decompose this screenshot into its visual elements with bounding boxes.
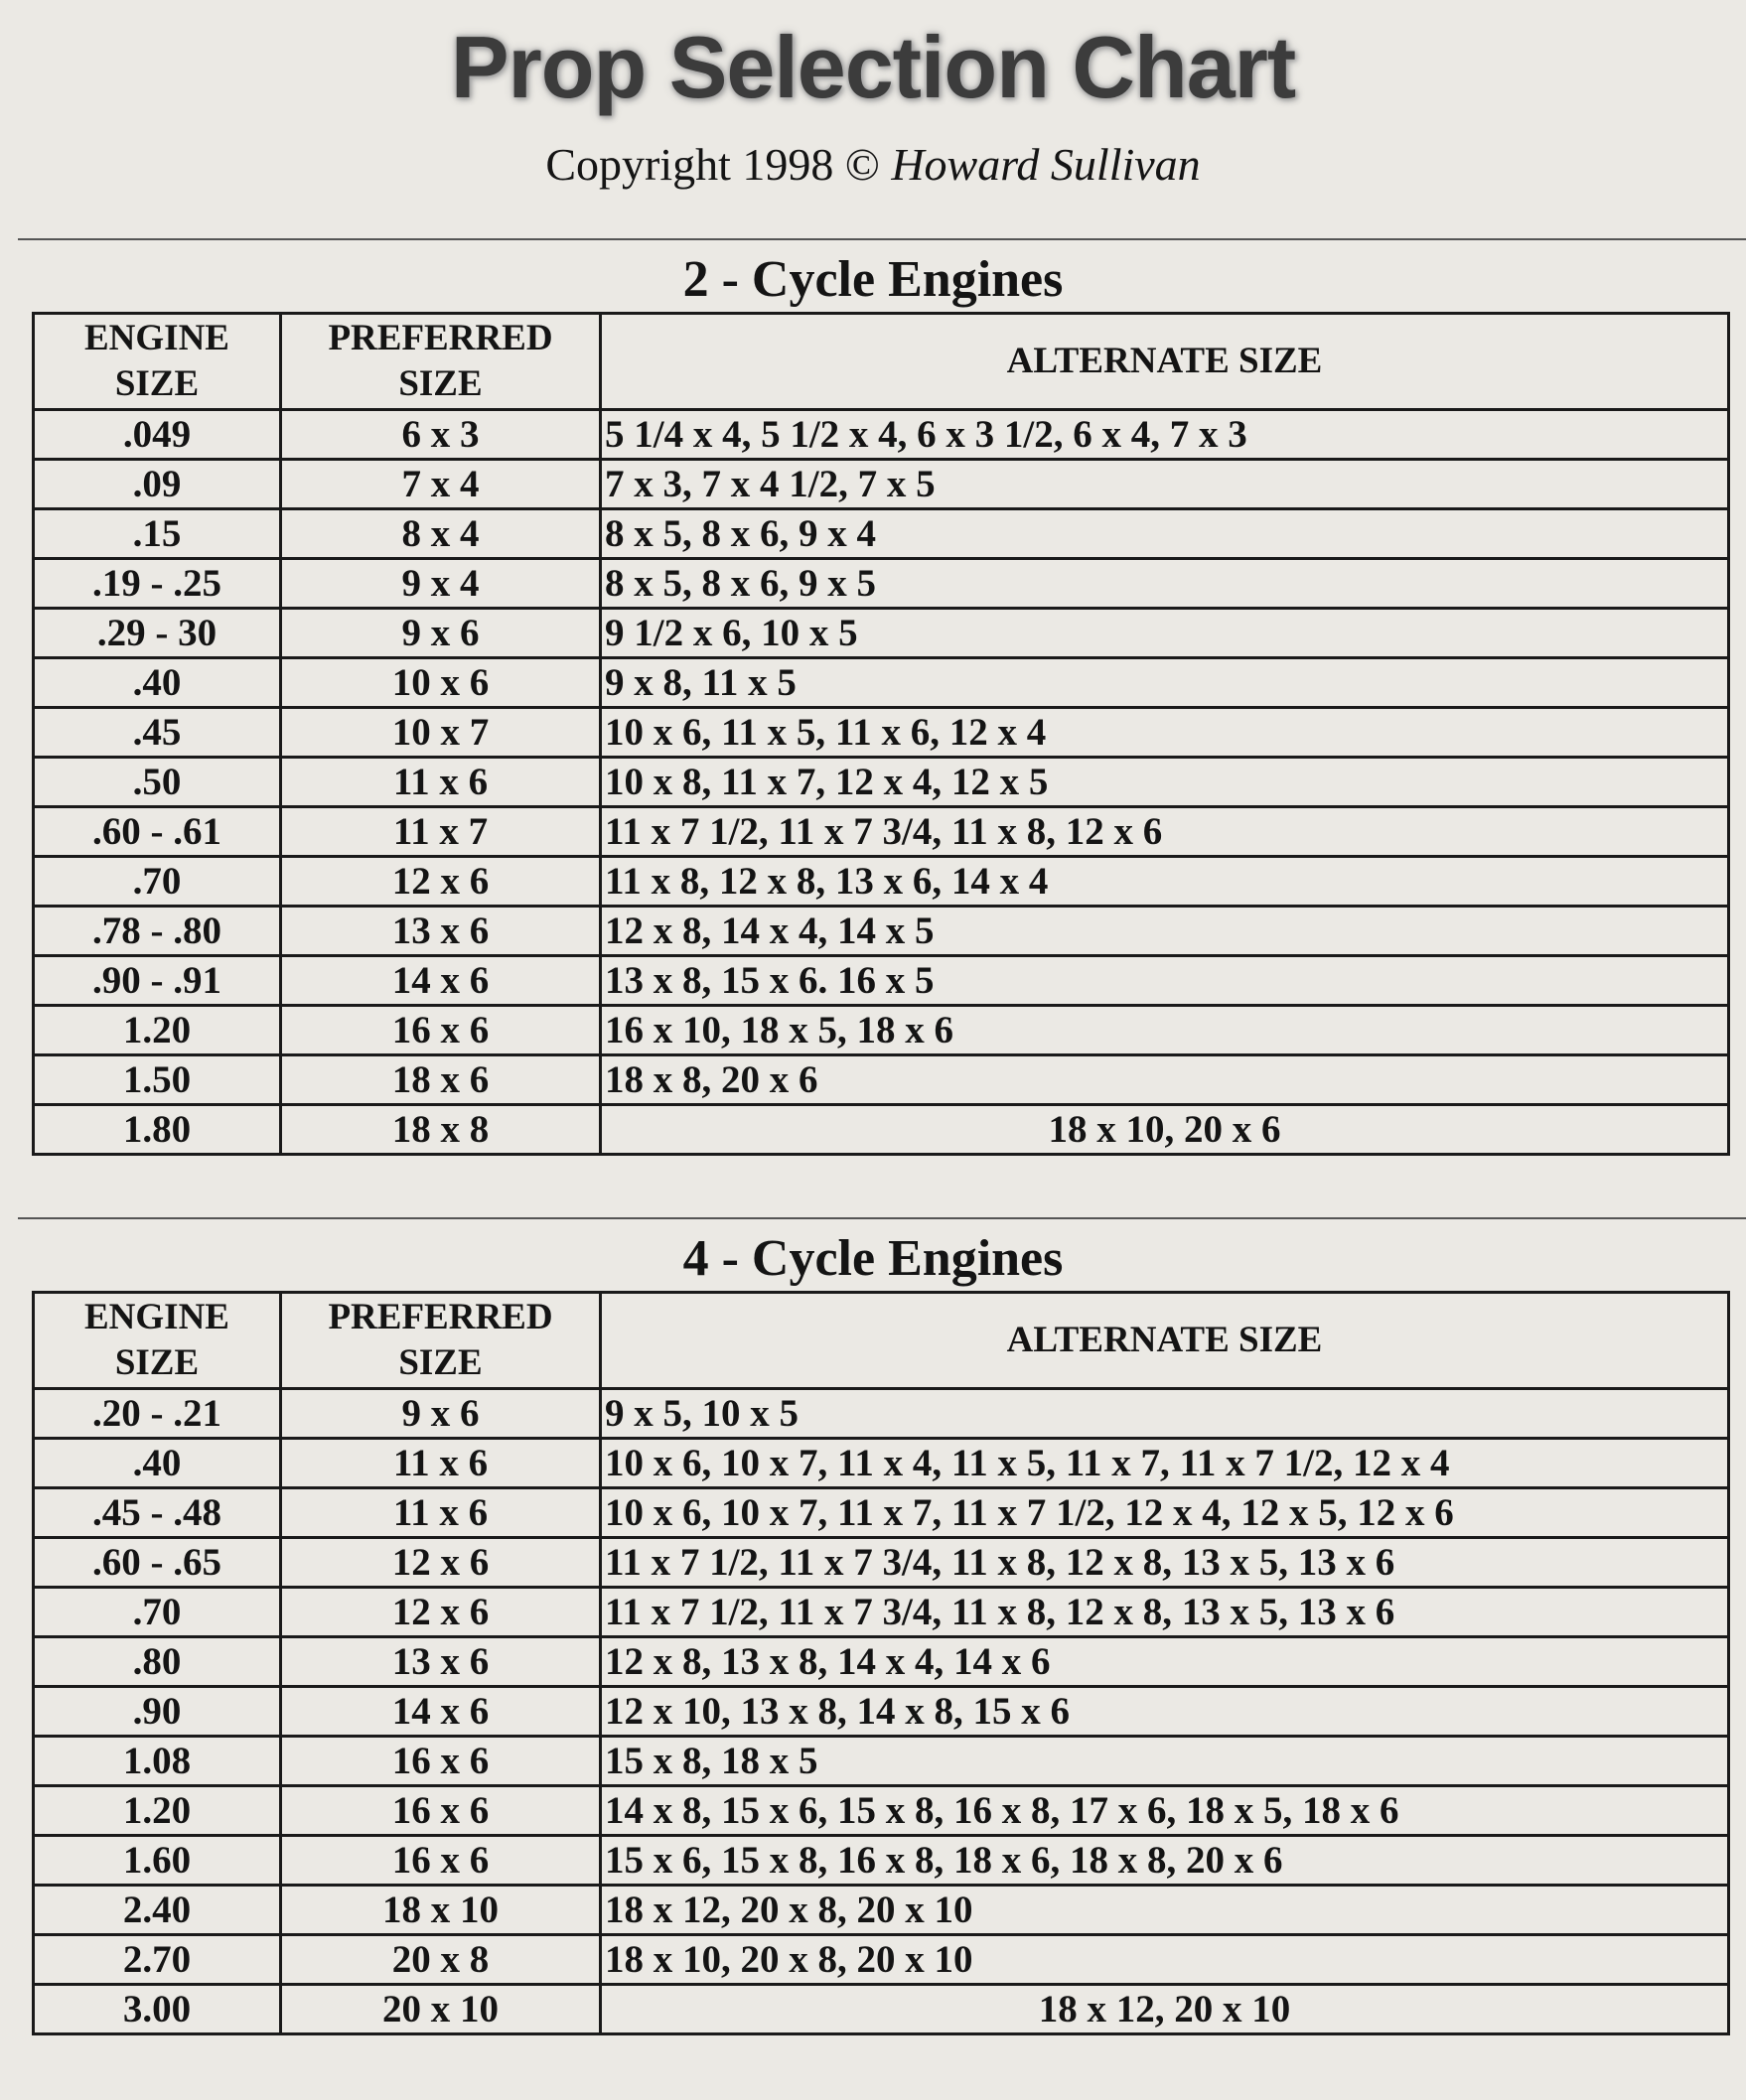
engine-size-cell: .40 bbox=[34, 1439, 281, 1488]
preferred-size-cell: 8 x 4 bbox=[281, 509, 601, 559]
preferred-size-cell: 16 x 6 bbox=[281, 1006, 601, 1055]
engine-size-cell: .60 - .65 bbox=[34, 1538, 281, 1588]
column-header-engine-size: ENGINE SIZE bbox=[34, 314, 281, 410]
engine-size-cell: 1.80 bbox=[34, 1105, 281, 1155]
engine-size-cell: 2.70 bbox=[34, 1935, 281, 1985]
alternate-size-cell: 15 x 6, 15 x 8, 16 x 8, 18 x 6, 18 x 8, 20 x 6 bbox=[601, 1836, 1729, 1886]
alternate-size-cell: 10 x 6, 10 x 7, 11 x 7, 11 x 7 1/2, 12 x 4, 12 x 5, 12 x 6 bbox=[601, 1488, 1729, 1538]
two-cycle-title: 2 - Cycle Engines bbox=[682, 251, 1064, 308]
column-header-alternate-size: ALTERNATE SIZE bbox=[601, 314, 1729, 410]
preferred-size-cell: 16 x 6 bbox=[281, 1836, 601, 1886]
author-name: Howard Sullivan bbox=[891, 139, 1201, 190]
table-row bbox=[34, 1055, 1729, 1105]
table-row bbox=[34, 609, 1729, 658]
alternate-size-cell: 14 x 8, 15 x 6, 15 x 8, 16 x 8, 17 x 6, 18 x 5, 18 x 6 bbox=[601, 1786, 1729, 1836]
preferred-size-cell: 11 x 6 bbox=[281, 1488, 601, 1538]
divider bbox=[18, 1217, 1746, 1219]
preferred-size-cell: 9 x 4 bbox=[281, 559, 601, 609]
preferred-size-cell: 9 x 6 bbox=[281, 1389, 601, 1439]
engine-size-cell: .45 - .48 bbox=[34, 1488, 281, 1538]
table-row bbox=[34, 509, 1729, 559]
table-row bbox=[34, 1538, 1729, 1588]
preferred-size-cell: 12 x 6 bbox=[281, 1538, 601, 1588]
alternate-size-cell: 12 x 8, 14 x 4, 14 x 5 bbox=[601, 907, 1729, 956]
engine-size-cell: .70 bbox=[34, 1588, 281, 1637]
preferred-size-cell: 16 x 6 bbox=[281, 1786, 601, 1836]
engine-size-cell: .80 bbox=[34, 1637, 281, 1687]
preferred-size-cell: 13 x 6 bbox=[281, 907, 601, 956]
engine-size-cell: .40 bbox=[34, 658, 281, 708]
table-row bbox=[34, 1985, 1729, 2034]
table-row bbox=[34, 807, 1729, 857]
divider bbox=[18, 238, 1746, 240]
alternate-size-cell: 18 x 10, 20 x 6 bbox=[601, 1105, 1729, 1155]
copyright-line bbox=[0, 137, 1746, 193]
alternate-size-cell: 9 x 8, 11 x 5 bbox=[601, 658, 1729, 708]
preferred-size-cell: 10 x 7 bbox=[281, 708, 601, 758]
engine-size-cell: .45 bbox=[34, 708, 281, 758]
preferred-size-cell: 20 x 10 bbox=[281, 1985, 601, 2034]
engine-size-cell: 1.08 bbox=[34, 1737, 281, 1786]
engine-size-cell: 2.40 bbox=[34, 1886, 281, 1935]
engine-size-cell: 1.60 bbox=[34, 1836, 281, 1886]
alternate-size-cell: 8 x 5, 8 x 6, 9 x 5 bbox=[601, 559, 1729, 609]
table-row bbox=[34, 658, 1729, 708]
table-row bbox=[34, 907, 1729, 956]
table-row bbox=[34, 708, 1729, 758]
engine-size-cell: .049 bbox=[34, 410, 281, 460]
engine-size-cell: 1.50 bbox=[34, 1055, 281, 1105]
engine-size-cell: .29 - 30 bbox=[34, 609, 281, 658]
engine-size-cell: 3.00 bbox=[34, 1985, 281, 2034]
preferred-size-cell: 16 x 6 bbox=[281, 1737, 601, 1786]
preferred-size-cell: 18 x 8 bbox=[281, 1105, 601, 1155]
engine-size-cell: .15 bbox=[34, 509, 281, 559]
alternate-size-cell: 9 x 5, 10 x 5 bbox=[601, 1389, 1729, 1439]
preferred-size-cell: 18 x 10 bbox=[281, 1886, 601, 1935]
preferred-size-cell: 12 x 6 bbox=[281, 857, 601, 907]
alternate-size-cell: 10 x 8, 11 x 7, 12 x 4, 12 x 5 bbox=[601, 758, 1729, 807]
two-cycle-rows bbox=[34, 410, 1729, 1155]
preferred-size-cell: 6 x 3 bbox=[281, 410, 601, 460]
alternate-size-cell: 18 x 8, 20 x 6 bbox=[601, 1055, 1729, 1105]
table-row bbox=[34, 1588, 1729, 1637]
four-cycle-rows bbox=[34, 1389, 1729, 2034]
alternate-size-cell: 7 x 3, 7 x 4 1/2, 7 x 5 bbox=[601, 460, 1729, 509]
column-header-alternate-size: ALTERNATE SIZE bbox=[601, 1293, 1729, 1389]
alternate-size-cell: 10 x 6, 11 x 5, 11 x 6, 12 x 4 bbox=[601, 708, 1729, 758]
alternate-size-cell: 8 x 5, 8 x 6, 9 x 4 bbox=[601, 509, 1729, 559]
alternate-size-cell: 9 1/2 x 6, 10 x 5 bbox=[601, 609, 1729, 658]
preferred-size-cell: 10 x 6 bbox=[281, 658, 601, 708]
table-row bbox=[34, 1886, 1729, 1935]
table-row bbox=[34, 1836, 1729, 1886]
table-row bbox=[34, 956, 1729, 1006]
table-row bbox=[34, 460, 1729, 509]
table-header-row bbox=[34, 1293, 1729, 1389]
alternate-size-cell: 18 x 12, 20 x 10 bbox=[601, 1985, 1729, 2034]
engine-size-cell: .90 bbox=[34, 1687, 281, 1737]
engine-size-cell: .78 - .80 bbox=[34, 907, 281, 956]
table-row bbox=[34, 410, 1729, 460]
alternate-size-cell: 10 x 6, 10 x 7, 11 x 4, 11 x 5, 11 x 7, 11 x 7 1/2, 12 x 4 bbox=[601, 1439, 1729, 1488]
alternate-size-cell: 5 1/4 x 4, 5 1/2 x 4, 6 x 3 1/2, 6 x 4, 7 x 3 bbox=[601, 410, 1729, 460]
table-row bbox=[34, 1786, 1729, 1836]
table-row bbox=[34, 1439, 1729, 1488]
engine-size-cell: 1.20 bbox=[34, 1786, 281, 1836]
engine-size-cell: 1.20 bbox=[34, 1006, 281, 1055]
table-row bbox=[34, 1935, 1729, 1985]
engine-size-cell: .60 - .61 bbox=[34, 807, 281, 857]
alternate-size-cell: 13 x 8, 15 x 6. 16 x 5 bbox=[601, 956, 1729, 1006]
column-header-engine-size: ENGINE SIZE bbox=[34, 1293, 281, 1389]
four-cycle-table bbox=[32, 1291, 1730, 2035]
preferred-size-cell: 9 x 6 bbox=[281, 609, 601, 658]
engine-size-cell: .20 - .21 bbox=[34, 1389, 281, 1439]
table-row bbox=[34, 1488, 1729, 1538]
alternate-size-cell: 15 x 8, 18 x 5 bbox=[601, 1737, 1729, 1786]
two-cycle-table bbox=[32, 312, 1730, 1156]
engine-size-cell: .50 bbox=[34, 758, 281, 807]
engine-size-cell: .19 - .25 bbox=[34, 559, 281, 609]
table-row bbox=[34, 1687, 1729, 1737]
preferred-size-cell: 18 x 6 bbox=[281, 1055, 601, 1105]
table-row bbox=[34, 1637, 1729, 1687]
column-header-preferred-size: PREFERRED SIZE bbox=[281, 314, 601, 410]
preferred-size-cell: 11 x 6 bbox=[281, 758, 601, 807]
alternate-size-cell: 11 x 7 1/2, 11 x 7 3/4, 11 x 8, 12 x 6 bbox=[601, 807, 1729, 857]
four-cycle-title: 4 - Cycle Engines bbox=[682, 1230, 1064, 1287]
engine-size-cell: .90 - .91 bbox=[34, 956, 281, 1006]
alternate-size-cell: 12 x 10, 13 x 8, 14 x 8, 15 x 6 bbox=[601, 1687, 1729, 1737]
column-header-preferred-size: PREFERRED SIZE bbox=[281, 1293, 601, 1389]
table-row bbox=[34, 1105, 1729, 1155]
alternate-size-cell: 18 x 10, 20 x 8, 20 x 10 bbox=[601, 1935, 1729, 1985]
alternate-size-cell: 11 x 7 1/2, 11 x 7 3/4, 11 x 8, 12 x 8, 13 x 5, 13 x 6 bbox=[601, 1538, 1729, 1588]
preferred-size-cell: 14 x 6 bbox=[281, 956, 601, 1006]
table-row bbox=[34, 559, 1729, 609]
preferred-size-cell: 12 x 6 bbox=[281, 1588, 601, 1637]
table-row bbox=[34, 1389, 1729, 1439]
preferred-size-cell: 7 x 4 bbox=[281, 460, 601, 509]
table-row bbox=[34, 857, 1729, 907]
preferred-size-cell: 13 x 6 bbox=[281, 1637, 601, 1687]
alternate-size-cell: 16 x 10, 18 x 5, 18 x 6 bbox=[601, 1006, 1729, 1055]
preferred-size-cell: 20 x 8 bbox=[281, 1935, 601, 1985]
preferred-size-cell: 11 x 7 bbox=[281, 807, 601, 857]
alternate-size-cell: 11 x 7 1/2, 11 x 7 3/4, 11 x 8, 12 x 8, 13 x 5, 13 x 6 bbox=[601, 1588, 1729, 1637]
table-row bbox=[34, 1006, 1729, 1055]
engine-size-cell: .09 bbox=[34, 460, 281, 509]
copyright-text: Copyright 1998 © bbox=[545, 139, 880, 190]
table-row bbox=[34, 758, 1729, 807]
alternate-size-cell: 18 x 12, 20 x 8, 20 x 10 bbox=[601, 1886, 1729, 1935]
preferred-size-cell: 14 x 6 bbox=[281, 1687, 601, 1737]
preferred-size-cell: 11 x 6 bbox=[281, 1439, 601, 1488]
engine-size-cell: .70 bbox=[34, 857, 281, 907]
page-title: Prop Selection Chart bbox=[450, 18, 1296, 116]
alternate-size-cell: 11 x 8, 12 x 8, 13 x 6, 14 x 4 bbox=[601, 857, 1729, 907]
table-row bbox=[34, 1737, 1729, 1786]
alternate-size-cell: 12 x 8, 13 x 8, 14 x 4, 14 x 6 bbox=[601, 1637, 1729, 1687]
table-header-row bbox=[34, 314, 1729, 410]
